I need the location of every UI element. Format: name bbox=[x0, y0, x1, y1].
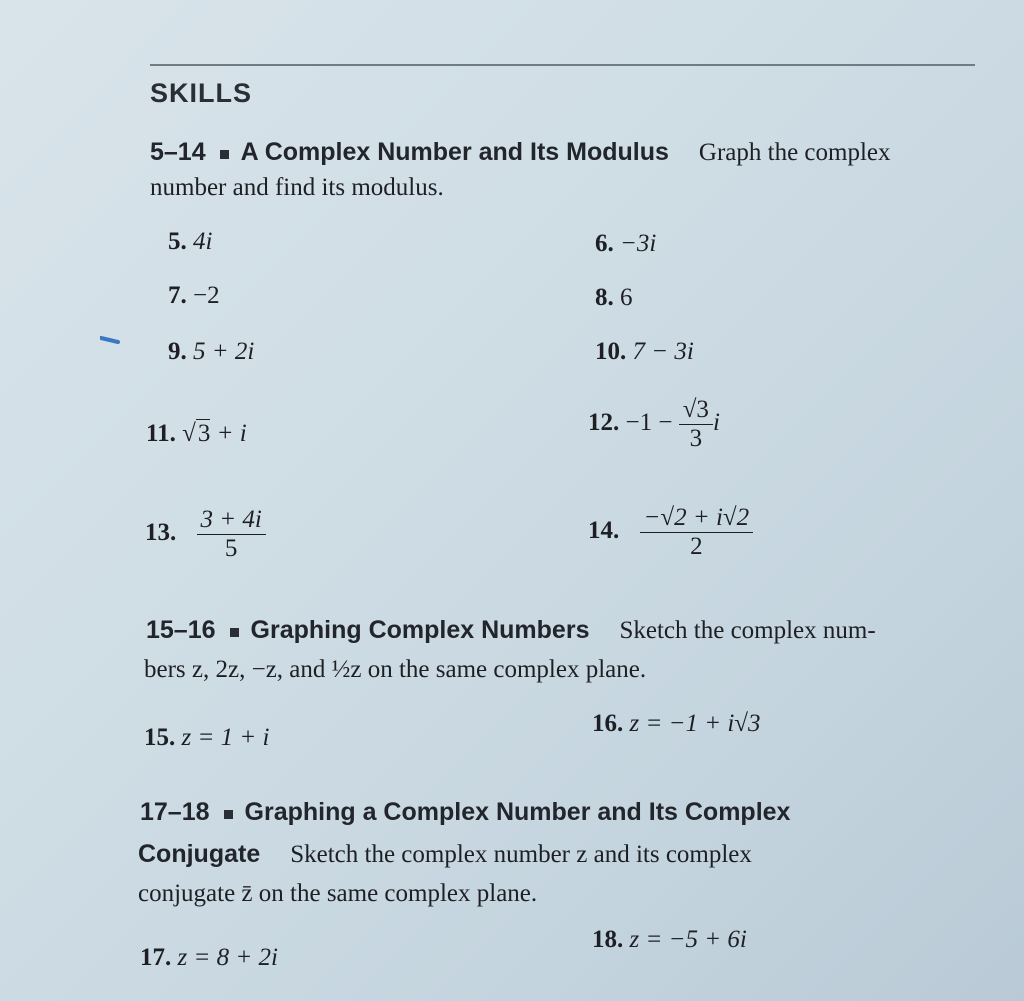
top-rule bbox=[150, 64, 975, 66]
section-15-16-header bbox=[146, 616, 876, 645]
problem-13: 13. $\frac{3 + 4i}{5}$ bbox=[145, 506, 266, 563]
problem-8: 8. 6 bbox=[595, 284, 633, 311]
section-title: Graphing a Complex Number and Its Complex bbox=[244, 798, 791, 826]
bullet-square-icon bbox=[230, 628, 239, 637]
problem-12: 12. −1 − $\frac{√3}{3}$ i bbox=[588, 396, 720, 452]
problem-18: 18. z = −5 + 6i bbox=[592, 926, 747, 953]
section-range: 15–16 bbox=[146, 616, 216, 644]
problem-11: 11. √3 + i bbox=[146, 420, 247, 447]
section-instruction: Sketch the complex number z and its complex bbox=[290, 841, 752, 868]
section-title: Graphing Complex Numbers bbox=[250, 616, 590, 644]
problem-14: 14. $\frac{-√2 + i√2}{2}$ bbox=[588, 504, 753, 561]
section-title: A Complex Number and Its Modulus bbox=[240, 138, 669, 166]
problem-9: 9. 5 + 2i bbox=[168, 338, 255, 365]
section-instruction: Sketch the complex num- bbox=[619, 617, 876, 644]
section-instruction: Graph the complex bbox=[698, 139, 891, 166]
problem-17: 17. z = 8 + 2i bbox=[140, 944, 278, 971]
bullet-square-icon bbox=[220, 150, 229, 159]
problem-10: 10. 7 − 3i bbox=[595, 338, 694, 365]
problem-15: 15. z = 1 + i bbox=[144, 724, 270, 751]
section-instruction-cont: number and find its modulus. bbox=[150, 174, 444, 201]
section-title-cont: Conjugate bbox=[138, 840, 261, 868]
problem-7: 7. −2 bbox=[168, 282, 220, 309]
section-17-18-header-cont bbox=[138, 840, 752, 869]
problem-16: 16. z = −1 + i√3 bbox=[592, 710, 761, 737]
section-17-18-header bbox=[140, 798, 790, 827]
skills-heading: SKILLS bbox=[150, 78, 253, 108]
bullet-square-icon bbox=[224, 810, 233, 819]
problem-6: 6. −3i bbox=[595, 230, 657, 257]
section-instruction-cont: conjugate z̄ on the same complex plane. bbox=[138, 880, 538, 907]
section-5-14-header bbox=[150, 138, 891, 167]
pen-mark-icon bbox=[100, 336, 120, 344]
section-instruction-cont: bers z, 2z, −z, and ½z on the same complex plane. bbox=[144, 656, 647, 683]
section-range: 17–18 bbox=[140, 798, 210, 826]
problem-5: 5. 4i bbox=[168, 228, 213, 255]
section-range: 5–14 bbox=[150, 138, 206, 166]
